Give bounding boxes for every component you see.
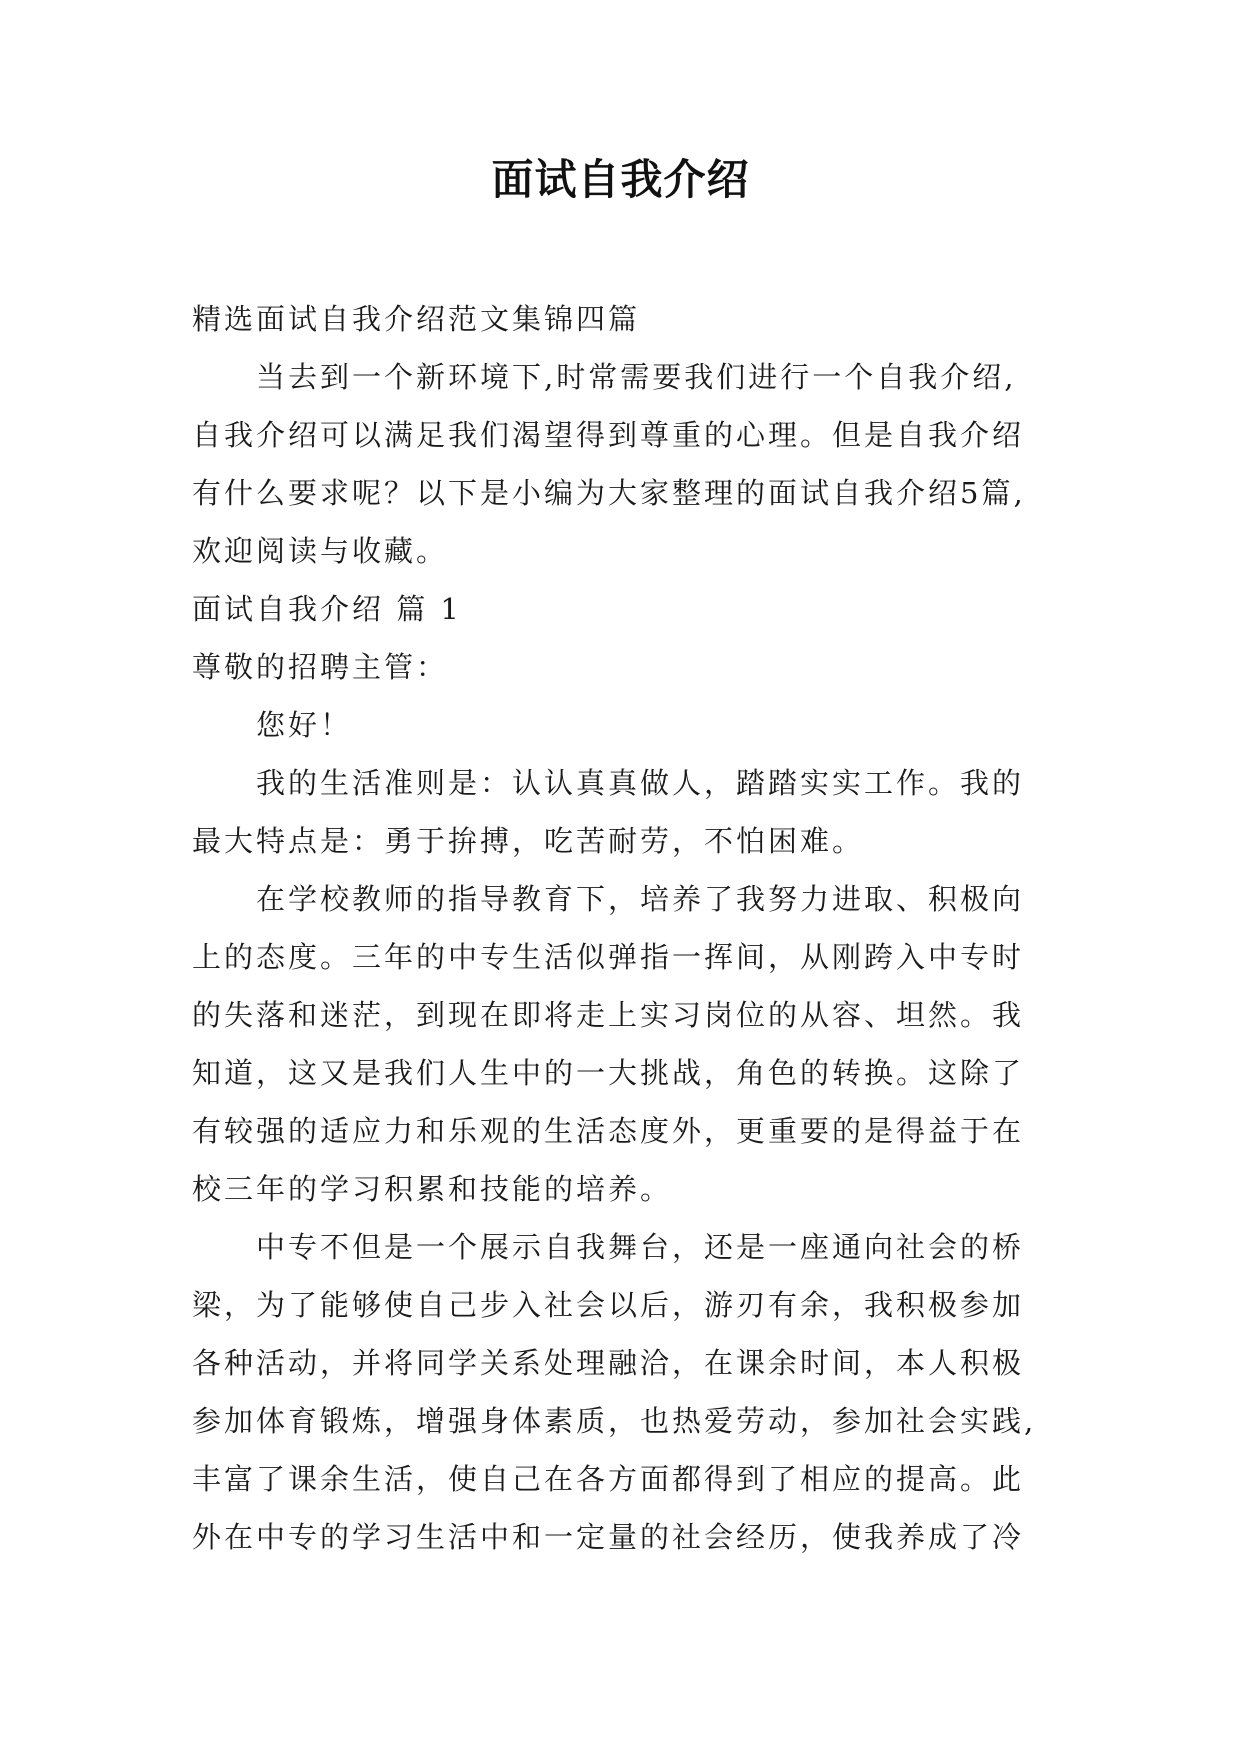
document-title: 面试自我介绍 [491,155,750,204]
text-line: 在学校教师的指导教育下，培养了我努力进取、积极向 [256,882,1025,916]
text-line: 尊敬的招聘主管： [192,650,449,684]
text-line: 参加体育锻炼，增强身体素质，也热爱劳动，参加社会实践, [192,1404,1037,1438]
text-line: 自我介绍可以满足我们渴望得到尊重的心理。但是自我介绍 [192,418,1025,452]
text-line: 丰富了课余生活，使自己在各方面都得到了相应的提高。此 [192,1462,1025,1496]
text-line: 面试自我介绍 篇 1 [192,592,462,626]
text-line: 我的生活准则是：认认真真做人，踏踏实实工作。我的 [256,766,1025,800]
text-line: 精选面试自我介绍范文集锦四篇 [192,302,641,336]
text-line: 校三年的学习积累和技能的培养。 [192,1172,673,1206]
text-line: 您好！ [256,708,353,742]
text-line: 欢迎阅读与收藏。 [192,534,449,568]
text-line: 知道，这又是我们人生中的一大挑战，角色的转换。这除了 [192,1056,1025,1090]
text-line: 中专不但是一个展示自我舞台，还是一座通向社会的桥 [256,1230,1025,1264]
text-line: 上的态度。三年的中专生活似弹指一挥间，从刚跨入中专时 [192,940,1025,974]
text-line: 最大特点是：勇于拚搏，吃苦耐劳，不怕困难。 [192,824,865,858]
text-line: 有什么要求呢？以下是小编为大家整理的面试自我介绍5篇, [192,476,1026,510]
text-line: 外在中专的学习生活中和一定量的社会经历，使我养成了冷 [192,1520,1025,1554]
text-line: 各种活动，并将同学关系处理融洽，在课余时间，本人积极 [192,1346,1025,1380]
text-line: 有较强的适应力和乐观的生活态度外，更重要的是得益于在 [192,1114,1025,1148]
text-line: 当去到一个新环境下,时常需要我们进行一个自我介绍, [256,360,1017,394]
document-body [192,290,1052,1566]
text-line: 的失落和迷茫，到现在即将走上实习岗位的从容、坦然。我 [192,998,1025,1032]
text-line: 梁，为了能够使自己步入社会以后，游刃有余，我积极参加 [192,1288,1025,1322]
